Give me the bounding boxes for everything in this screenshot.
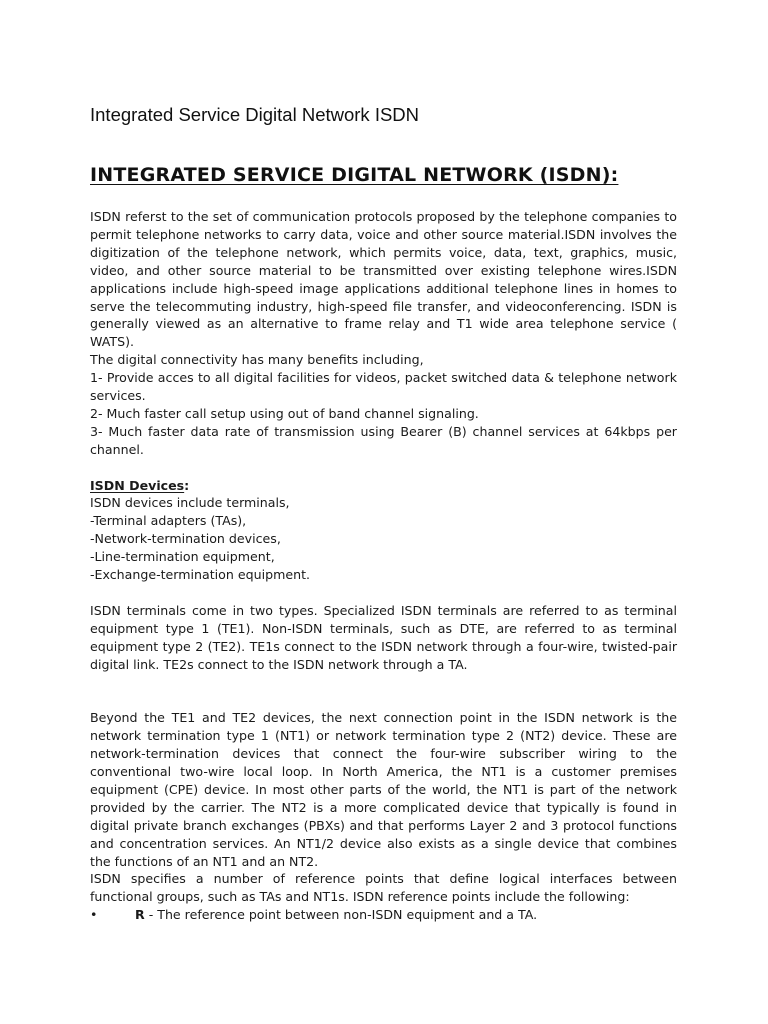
benefit-item: 2- Much faster call setup using out of band channel signaling. — [90, 405, 479, 421]
benefit-item: 1- Provide acces to all digital facilities for videos, packet switched data & telephone network services. — [90, 370, 677, 404]
device-list-item: -Network-termination devices, — [90, 531, 281, 547]
bullet-icon: • — [90, 907, 98, 923]
reference-point-list-item — [90, 906, 677, 924]
reference-point-description: - The reference point between non-ISDN equipment and a TA. — [144, 907, 538, 923]
devices-intro: ISDN devices include terminals, — [90, 495, 290, 511]
spacer — [90, 584, 677, 602]
device-list-item: -Terminal adapters (TAs), — [90, 513, 247, 529]
main-heading: INTEGRATED SERVICE DIGITAL NETWORK (ISDN): — [90, 164, 619, 186]
device-list-item: -Exchange-termination equipment. — [90, 567, 311, 583]
benefit-item: 3- Much faster data rate of transmission using Bearer (B) channel services at 64kbps per channel. — [90, 423, 677, 457]
spacer — [90, 459, 677, 477]
spacer — [90, 674, 677, 710]
intro-paragraph: ISDN referst to the set of communication protocols proposed by the telephone companies to permit telephone networks to carry data, voice and other source material.ISDN involves the digitization of the telephone network, which permits voice, data, text, graphics, music, video, and other source material to be transmitted over existing telephone wires.ISDN applications include high-speed image applications additional telephone lines in homes to serve the telecommuting industry, high-speed file transfer, and videoconferencing. ISDN is generally viewed as an alternative to frame relay and T1 wide area telephone service ( WATS). — [90, 209, 677, 350]
benefits-intro: The digital connectivity has many benefits including, — [90, 352, 424, 368]
devices-heading — [90, 477, 677, 495]
document-body — [90, 208, 677, 924]
device-list-item: -Line-termination equipment, — [90, 549, 275, 565]
reference-point-body — [90, 906, 677, 924]
reference-points-paragraph: ISDN specifies a number of reference points that define logical interfaces between functional groups, such as TAs and NT1s. ISDN reference points include the following: — [90, 871, 677, 905]
devices-heading-colon: : — [184, 477, 190, 493]
document-title: Integrated Service Digital Network ISDN — [90, 104, 420, 125]
terminals-paragraph: ISDN terminals come in two types. Specialized ISDN terminals are referred to as terminal equipment type 1 (TE1). Non-ISDN terminals, such as DTE, are referred to as terminal equipment type 2 (TE2). TE1s connect to the ISDN network through a four-wire, twisted-pair digital link. TE2s connect to the ISDN network through a TA. — [90, 602, 677, 672]
devices-heading-text: ISDN Devices — [90, 477, 185, 493]
network-termination-paragraph: Beyond the TE1 and TE2 devices, the next connection point in the ISDN network is the network termination type 1 (NT1) or network termination type 2 (NT2) device. These are network-termination devices that connect the four-wire subscriber wiring to the conventional two-wire local loop. In North America, the NT1 is a customer premises equipment (CPE) device. In most other parts of the world, the NT1 is part of the network provided by the carrier. The NT2 is a more complicated device that typically is found in digital private branch exchanges (PBXs) and that performs Layer 2 and 3 protocol functions and concentration services. An NT1/2 device also exists as a single device that combines the functions of an NT1 and an NT2. — [90, 710, 677, 869]
reference-point-term: R — [135, 907, 145, 923]
